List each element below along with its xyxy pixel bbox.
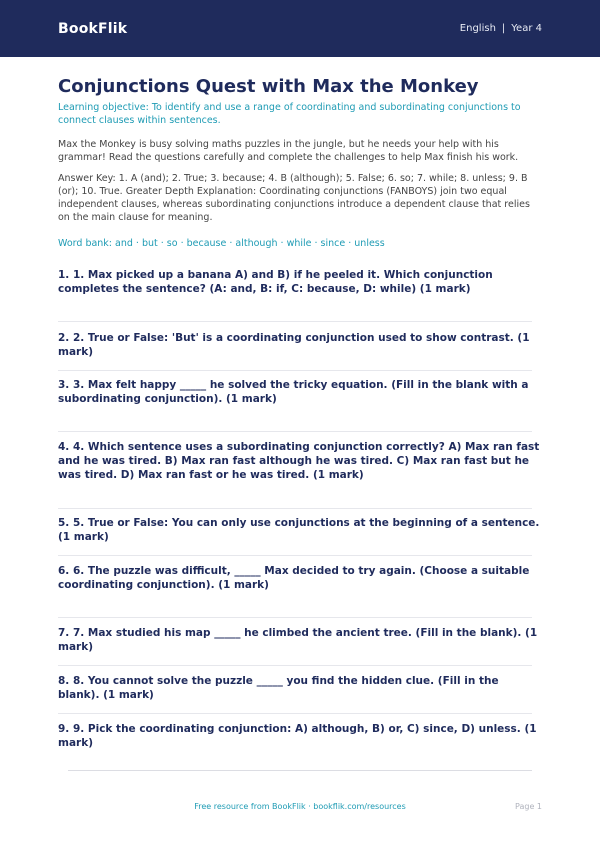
footer-divider	[68, 770, 532, 771]
answer-line-8	[58, 713, 532, 714]
meta-separator: |	[501, 23, 506, 34]
question-2: 2. 2. True or False: 'But' is a coordinating conjunction used to show contrast. (1 mark)	[58, 332, 530, 358]
question-6: 6. 6. The puzzle was difficult, _____ Max decided to try again. (Choose a suitable coordinating conjunction). (1 mark)	[58, 565, 530, 591]
brand-logo-text[interactable]: BookFlik	[58, 20, 128, 37]
header-bar	[0, 0, 600, 57]
answer-key: Answer Key: 1. A (and); 2. True; 3. because; 4. B (although); 5. False; 6. so; 7. while; 8. unless; 9. B (or); 10. True. Greater Depth Explanation: Coordinating conjunctions (FANBOYS) join two equal independent clauses, whereas subordinating conjunctions introduce a dependent clause that relies on the main clause for meaning.	[58, 173, 530, 223]
question-1: 1. 1. Max picked up a banana A) and B) if he peeled it. Which conjunction completes the sentence? (A: and, B: if, C: because, D: while) (1 mark)	[58, 269, 493, 295]
word-bank: Word bank: and · but · so · because · although · while · since · unless	[58, 238, 385, 249]
answer-line-5	[58, 555, 532, 556]
answer-line-7	[58, 665, 532, 666]
answer-line-4	[58, 508, 532, 509]
question-8: 8. 8. You cannot solve the puzzle _____ you find the hidden clue. (Fill in the blank). (1 mark)	[58, 675, 499, 701]
intro-paragraph: Max the Monkey is busy solving maths puzzles in the jungle, but he needs your help with his grammar! Read the questions carefully and complete the challenges to help Max finish his work.	[58, 139, 519, 163]
answer-line-1	[58, 321, 532, 322]
answer-line-3	[58, 431, 532, 432]
question-7: 7. 7. Max studied his map _____ he climbed the ancient tree. (Fill in the blank). (1 mark)	[58, 627, 538, 653]
question-9: 9. 9. Pick the coordinating conjunction: A) although, B) or, C) since, D) unless. (1 mark)	[58, 723, 537, 749]
year-label: Year 4	[511, 23, 542, 34]
learning-objective: Learning objective: To identify and use a range of coordinating and subordinating conjunctions to connect clauses within sentences.	[58, 102, 521, 126]
footer-resource-link[interactable]: Free resource from BookFlik · bookflik.com/resources	[194, 802, 406, 811]
page-number: Page 1	[515, 802, 542, 811]
header-meta	[460, 23, 542, 34]
question-5: 5. 5. True or False: You can only use conjunctions at the beginning of a sentence. (1 mark)	[58, 517, 540, 543]
question-3: 3. 3. Max felt happy _____ he solved the tricky equation. (Fill in the blank with a subordinating conjunction). (1 mark)	[58, 379, 529, 405]
answer-line-6	[58, 617, 532, 618]
page-title: Conjunctions Quest with Max the Monkey	[58, 76, 479, 97]
subject-label: English	[459, 23, 496, 34]
answer-line-2	[58, 370, 532, 371]
question-4: 4. 4. Which sentence uses a subordinating conjunction correctly? A) Max ran fast and he was tired. B) Max ran fast although he was tired. C) Max ran fast but he was tired. D) Max ran fast or he was tired. (1 mark)	[58, 441, 540, 481]
